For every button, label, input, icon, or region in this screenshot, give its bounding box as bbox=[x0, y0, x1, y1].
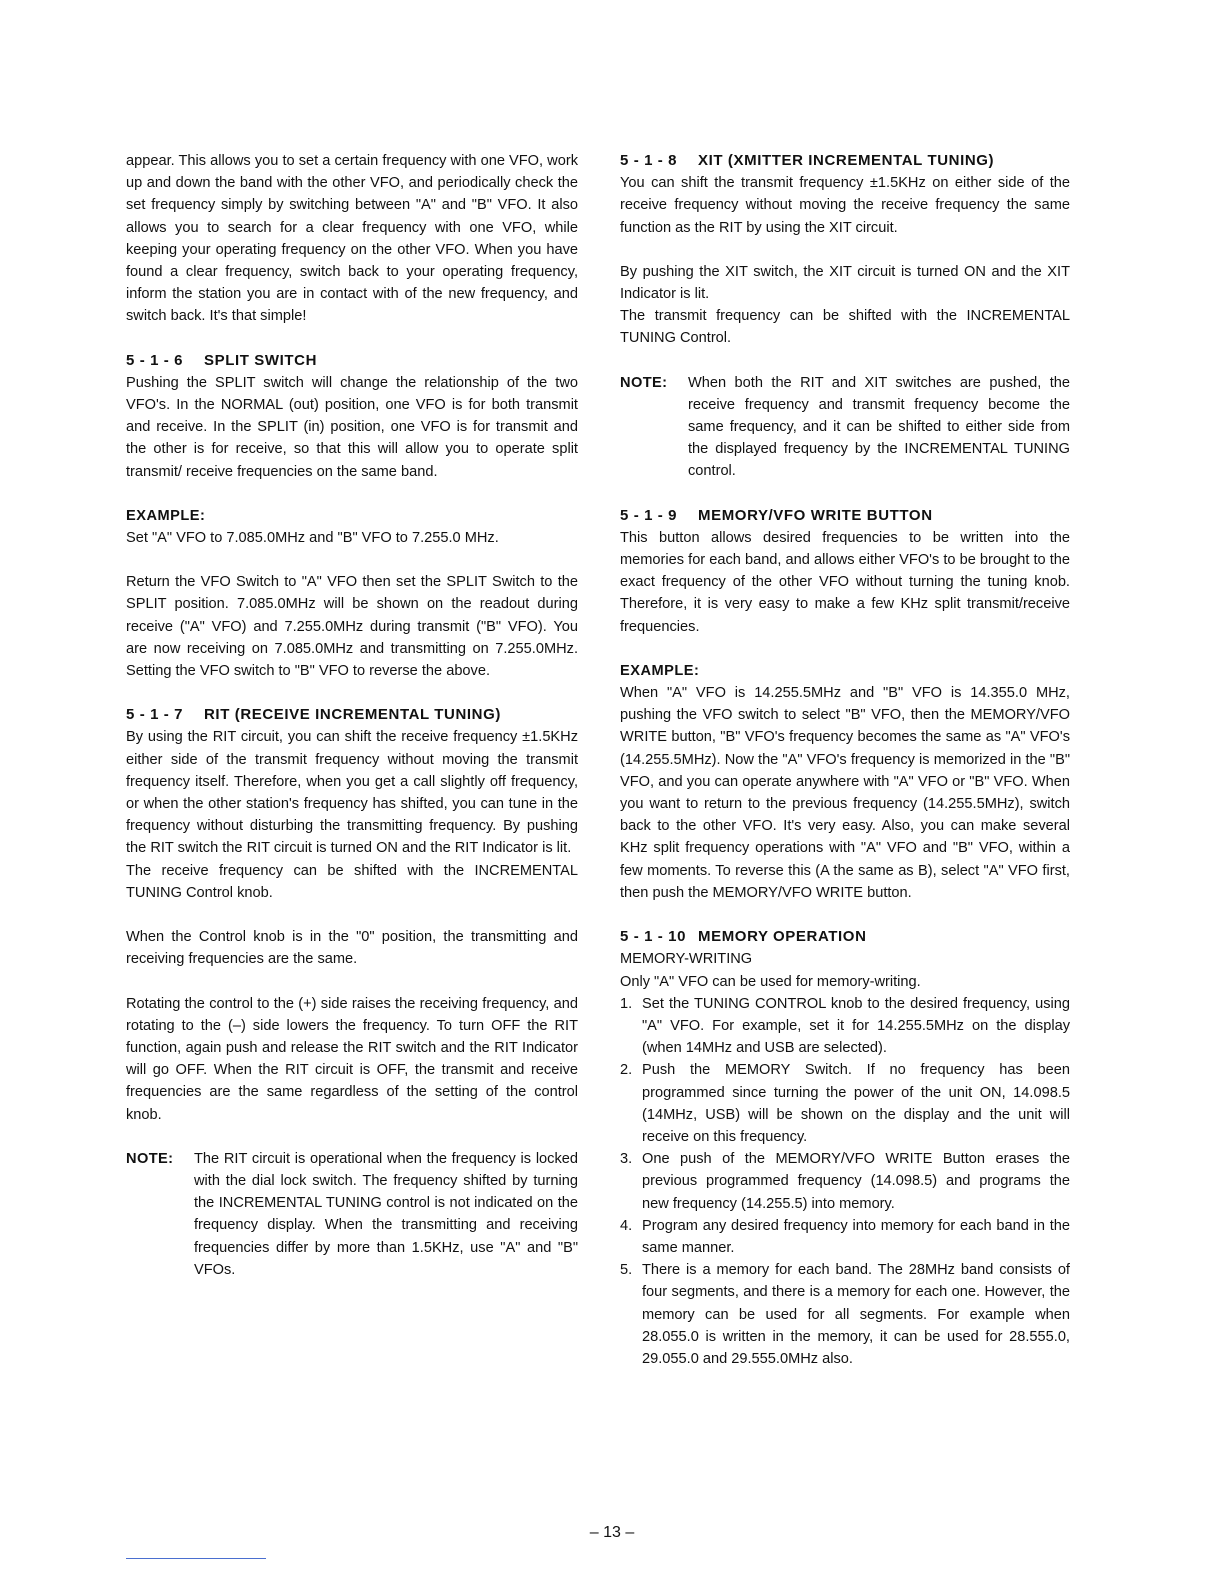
example-paragraph-1: Set "A" VFO to 7.085.0MHz and "B" VFO to 7.255.0 MHz. bbox=[126, 530, 499, 547]
item-number: 2. bbox=[620, 1062, 633, 1079]
section-number: 5 - 1 - 6 bbox=[126, 351, 184, 369]
memory-writing-intro: Only "A" VFO can be used for memory-writing. bbox=[620, 973, 921, 990]
list-item bbox=[620, 1259, 1070, 1370]
memory-vfo-paragraph: This button allows desired frequencies to be written into the memories for each band, and allows either VFO's to be brought to the exact frequency of the other VFO without turning the tuning knob. Therefore, it is very easy to make a few KHz split transmit/receive frequencies. bbox=[620, 529, 1070, 635]
item-number: 4. bbox=[620, 1217, 633, 1234]
note-text: When both the RIT and XIT switches are pushed, the receive frequency and transmit frequency become the same frequency, and it can be shifted to either side from the displayed frequency by the INCREMENTAL TUNING control. bbox=[688, 374, 1070, 480]
example-label: EXAMPLE: bbox=[620, 662, 700, 679]
item-number: 5. bbox=[620, 1262, 633, 1279]
example-label: EXAMPLE: bbox=[126, 507, 206, 524]
rit-paragraph-4: Rotating the control to the (+) side raises the receiving frequency, and rotating to the (–) side lowers the frequency. To turn OFF the RIT function, again push and release the RIT switch and the RIT Indicator will go OFF. When the RIT circuit is OFF, the transmit and receive frequencies are the same regardless of the setting of the control knob. bbox=[126, 995, 578, 1123]
rit-paragraph-3: When the Control knob is in the "0" position, the transmitting and receiving frequencies are the same. bbox=[126, 929, 578, 968]
left-column bbox=[126, 150, 578, 1303]
rit-paragraph-1: By using the RIT circuit, you can shift the receive frequency ±1.5KHz either side of the transmit frequency without moving the transmit frequency itself. Therefore, when you get a call slightly off frequency, or when the other station's frequency has shifted, you can tune in the frequency without disturbing the transmitting frequency. By pushing the RIT switch the RIT circuit is turned ON and the RIT Indicator is lit. bbox=[126, 729, 578, 857]
section-5-1-10-heading bbox=[620, 926, 1070, 948]
memory-steps-list bbox=[620, 993, 1070, 1370]
item-number: 3. bbox=[620, 1151, 633, 1168]
section-5-1-8-heading bbox=[620, 150, 1070, 172]
item-text: One push of the MEMORY/VFO WRITE Button erases the previous programmed frequency (14.098.5) and programs the new frequency (14.255.5) into memory. bbox=[642, 1151, 1070, 1212]
rit-note bbox=[126, 1148, 578, 1281]
note-text: The RIT circuit is operational when the frequency is locked with the dial lock switch. The frequency shifted by turning the INCREMENTAL TUNING control is not indicated on the frequency display. When the transmitting and receiving frequencies differ by more than 1.5KHz, use "A" and "B" VFOs. bbox=[194, 1150, 578, 1278]
rit-paragraph-2: The receive frequency can be shifted with the INCREMENTAL TUNING Control knob. bbox=[126, 862, 578, 901]
xit-paragraph-3: The transmit frequency can be shifted with the INCREMENTAL TUNING Control. bbox=[620, 308, 1070, 347]
section-number: 5 - 1 - 8 bbox=[620, 152, 678, 169]
example-paragraph: When "A" VFO is 14.255.5MHz and "B" VFO is 14.355.0 MHz, pushing the VFO switch to select "B" VFO, then the MEMORY/VFO WRITE button, "B" VFO's frequency becomes the same as "A" VFO's (14.255.5MHz). Now the "A" VFO's frequency is memorized in the "B" VFO, and you can operate anywhere with "A" VFO or "B" VFO. When you want to return to the previous frequency (14.255.5MHz), switch back to the other VFO. It's very easy. Also, you can make several KHz split frequency operations with "A" VFO and "B" VFO, within a few moments. To reverse this (A the same as B), select "A" VFO first, then push the MEMORY/VFO WRITE button. bbox=[620, 685, 1070, 901]
xit-note bbox=[620, 372, 1070, 483]
right-column bbox=[620, 150, 1070, 1370]
item-text: There is a memory for each band. The 28MHz band consists of four segments, and there is a memory for each one. However, the memory can be used for all segments. For example when 28.055.0 is written in the memory, it can be used for 28.555.0, 29.055.0 and 29.555.0MHz also. bbox=[642, 1262, 1070, 1367]
list-item bbox=[620, 1215, 1070, 1259]
section-title: SPLIT SWITCH bbox=[204, 351, 318, 369]
item-number: 1. bbox=[620, 995, 633, 1012]
example-paragraph-2: Return the VFO Switch to "A" VFO then set the SPLIT Switch to the SPLIT position. 7.085.0MHz will be shown on the readout during receive ("A" VFO) and 7.255.0MHz during transmit ("B" VFO). You are now receiving on 7.085.0MHz and transmitting on 7.255.0MHz. Setting the VFO switch to "B" VFO to reverse the above. bbox=[126, 574, 578, 680]
section-5-1-6-heading bbox=[126, 350, 578, 372]
section-5-1-7-heading bbox=[126, 704, 578, 726]
section-number: 5 - 1 - 10 bbox=[620, 928, 687, 946]
section-number: 5 - 1 - 9 bbox=[620, 506, 678, 524]
item-text: Program any desired frequency into memory for each band in the same manner. bbox=[642, 1217, 1070, 1256]
note-label: NOTE: bbox=[620, 374, 668, 391]
xit-paragraph-1: You can shift the transmit frequency ±1.5KHz on either side of the receive frequency without moving the receive frequency the same function as the RIT by using the XIT circuit. bbox=[620, 175, 1070, 236]
section-number: 5 - 1 - 7 bbox=[126, 706, 184, 724]
list-item bbox=[620, 1148, 1070, 1215]
split-switch-paragraph: Pushing the SPLIT switch will change the relationship of the two VFO's. In the NORMAL (out) position, one VFO is for both transmit and receive. In the SPLIT (in) position, one VFO is for transmit and the other is for receive, so that this will allow you to operate split transmit/ receive frequencies on the same band. bbox=[126, 374, 578, 480]
section-5-1-9-heading bbox=[620, 505, 1070, 527]
list-item bbox=[620, 1059, 1070, 1148]
footer-rule bbox=[126, 1558, 266, 1559]
item-text: Push the MEMORY Switch. If no frequency has been programmed since turning the power of the unit ON, 14.098.5 (14MHz, USB) will be shown on the display and the unit will receive on this frequency. bbox=[642, 1062, 1070, 1145]
section-title: MEMORY/VFO WRITE BUTTON bbox=[698, 506, 933, 524]
section-title: XIT (XMITTER INCREMENTAL TUNING) bbox=[698, 152, 995, 169]
section-title: RIT (RECEIVE INCREMENTAL TUNING) bbox=[204, 706, 501, 724]
intro-paragraph: appear. This allows you to set a certain frequency with one VFO, work up and down the band with the other VFO, and periodically check the set frequency simply by switching between "A" and "B" VFO. It also allows you to search for a clear frequency with one VFO, while keeping your operating frequency on the other VFO. When you have found a clear frequency, switch back to your operating frequency, inform the station you are in contact with of the new frequency, and switch back. It's that simple! bbox=[126, 153, 578, 325]
section-title: MEMORY OPERATION bbox=[698, 928, 867, 946]
note-label: NOTE: bbox=[126, 1150, 174, 1167]
page-number: – 13 – bbox=[589, 1524, 635, 1541]
xit-paragraph-2: By pushing the XIT switch, the XIT circuit is turned ON and the XIT Indicator is lit. bbox=[620, 263, 1070, 303]
memory-writing-subheading: MEMORY-WRITING bbox=[620, 951, 753, 968]
list-item bbox=[620, 993, 1070, 1060]
item-text: Set the TUNING CONTROL knob to the desired frequency, using "A" VFO. For example, set it for 14.255.5MHz on the display (when 14MHz and USB are selected). bbox=[642, 995, 1070, 1057]
